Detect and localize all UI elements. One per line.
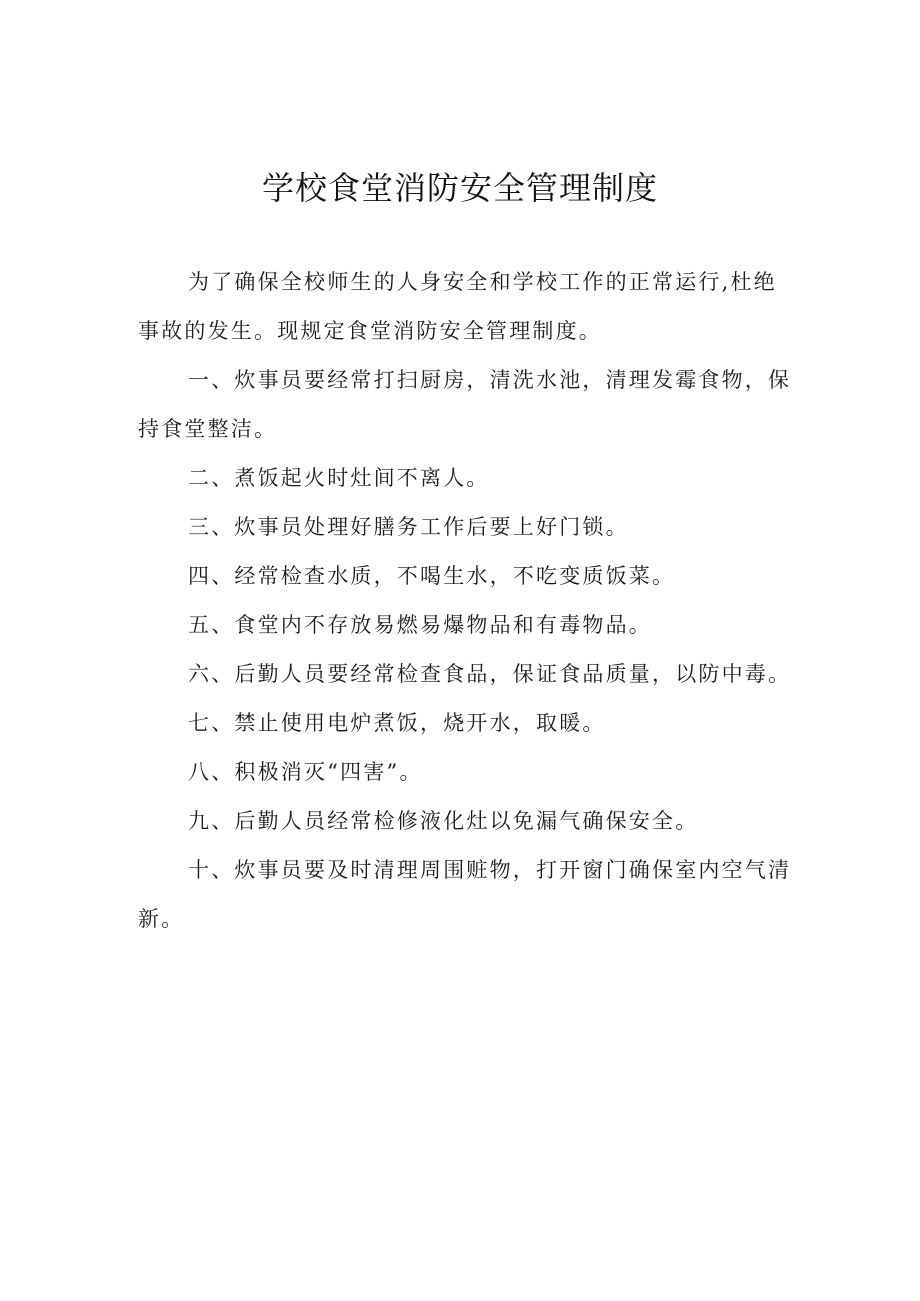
rule-item-7: 七、禁止使用电炉煮饭，烧开水，取暖。: [188, 711, 606, 735]
rule-item-1: 一、炊事员要经常打扫厨房，清洗水池，清理发霉食物，保持食堂整洁。: [138, 368, 792, 441]
rule-item-6: 六、后勤人员要经常检查食品，保证食品质量，以防中毒。: [188, 662, 792, 686]
rule-item-2: 二、煮饭起火时灶间不离人。: [188, 466, 490, 490]
rule-item-4: 四、经常检查水质，不喝生水，不吃变质饭菜。: [188, 564, 676, 588]
rule-item-3: 三、炊事员处理好膳务工作后要上好门锁。: [188, 515, 629, 539]
rule-item-10: 十、炊事员要及时清理周围赃物，打开窗门确保室内空气清新。: [138, 858, 792, 931]
intro-paragraph: 为了确保全校师生的人身安全和学校工作的正常运行,杜绝事故的发生。现规定食堂消防安全管理制度。: [138, 270, 777, 343]
rule-item-5: 五、食堂内不存放易燃易爆物品和有毒物品。: [188, 613, 652, 637]
rule-item-8: 八、积极消灭“四害”。: [188, 760, 423, 784]
document-body: [138, 258, 798, 944]
rule-item-9: 九、后勤人员经常检修液化灶以免漏气确保安全。: [188, 809, 699, 833]
document-title: 学校食堂消防安全管理制度: [261, 169, 658, 207]
